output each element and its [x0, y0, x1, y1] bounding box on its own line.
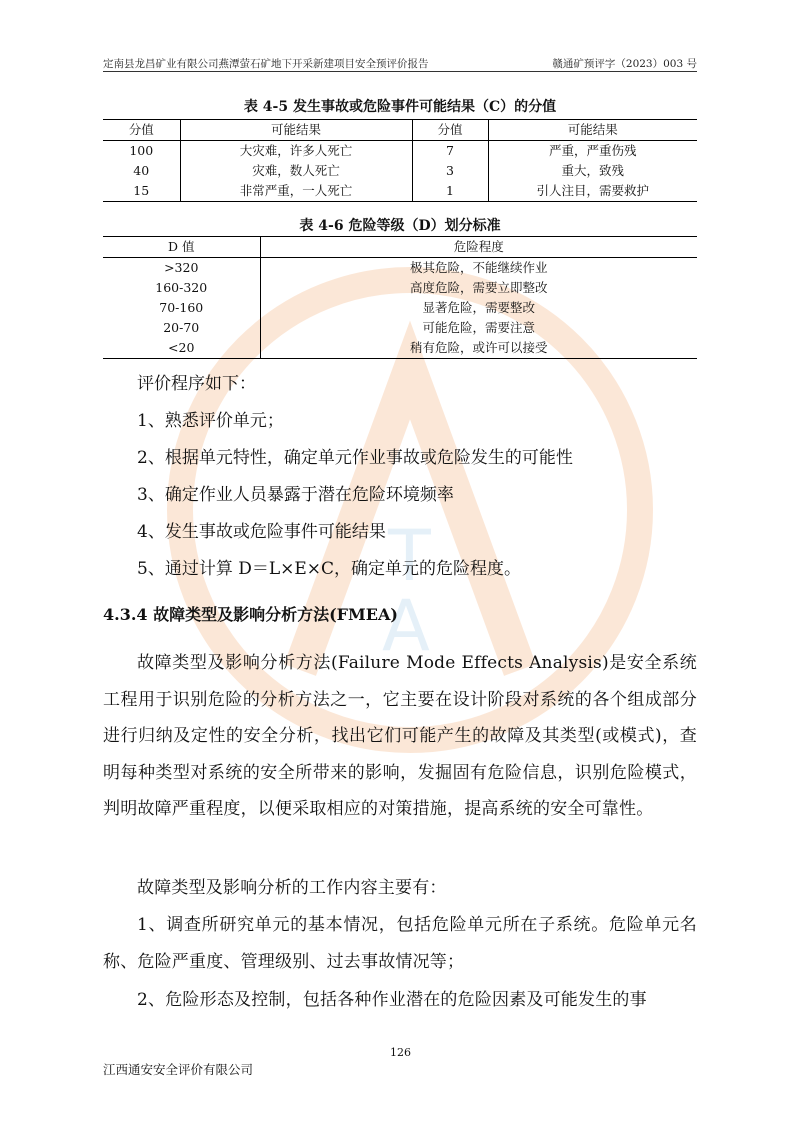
table-header-cell: 可能结果 [180, 120, 412, 141]
table-cell: 引人注目，需要救护 [488, 181, 697, 202]
section-heading: 4.3.4 故障类型及影响分析方法(FMEA) [103, 605, 398, 624]
table-header-cell: 可能结果 [488, 120, 697, 141]
table-row [103, 318, 697, 338]
table-row [103, 141, 697, 162]
table-row [103, 161, 697, 181]
header-report-title: 定南县龙昌矿业有限公司燕潭萤石矿地下开采新建项目安全预评价报告 [103, 58, 429, 70]
table-row [103, 298, 697, 318]
table-cell: 稍有危险，或许可以接受 [260, 338, 697, 359]
procedure-step: 3、确定作业人员暴露于潜在危险环境频率 [137, 485, 454, 505]
procedure-list [103, 366, 697, 588]
table-cell: 20-70 [163, 320, 200, 335]
table-cell: 极其危险，不能继续作业 [260, 258, 697, 279]
table-cell: 灾难，数人死亡 [180, 161, 412, 181]
svg-text:T: T [388, 515, 431, 597]
table-row [103, 278, 697, 298]
table-cell: 非常严重，一人死亡 [180, 181, 412, 202]
table-cell: 160-320 [155, 280, 208, 295]
table-row [103, 338, 697, 359]
table-cell: 40 [133, 163, 150, 178]
table-cell: 重大，致残 [488, 161, 697, 181]
footer-company: 江西通安安全评价有限公司 [103, 1062, 254, 1077]
table-header-cell: 危险程度 [260, 237, 697, 258]
table-cell: 3 [412, 161, 488, 181]
paragraph-step-2: 2、危险形态及控制，包括各种作业潜在的危险因素及可能发生的事 [137, 990, 647, 1010]
table-cell: <20 [168, 340, 195, 355]
table-cell: 1 [412, 181, 488, 202]
svg-text:A: A [382, 585, 430, 667]
procedure-intro: 评价程序如下： [137, 374, 256, 394]
header-report-number: 赣通矿预评字（2023）003 号 [552, 58, 697, 70]
header-rule [103, 71, 697, 72]
table-cell: 大灾难，许多人死亡 [180, 141, 412, 162]
procedure-step: 5、通过计算 D＝L×E×C，确定单元的危险程度。 [137, 559, 522, 579]
table-header-cell: 分值 [412, 120, 488, 141]
table-row [103, 258, 697, 279]
procedure-step: 1、熟悉评价单元； [137, 411, 284, 431]
paragraph-fmea-intro: 故障类型及影响分析方法(Failure Mode Effects Analysis)是安全系统工程用于识别危险的分析方法之一，它主要在设计阶段对系统的各个组成部分进行归纳及定性的安全分析，找出它们可能产生的故障及其类型(或模式)，查明每种类型对系统的安全所带来的影响，发掘固有危险信息，识别危险模式，判明故障严重程度，以便采取相应的对策措施，提高系统的安全可靠性。 [103, 653, 697, 819]
table-4-5-caption: 表 4-5 发生事故或危险事件可能结果（C）的分值 [243, 99, 557, 115]
page-number: 126 [390, 1046, 411, 1059]
table-cell: 高度危险，需要立即整改 [260, 278, 697, 298]
table-4-6 [103, 236, 697, 359]
table-cell: >320 [164, 260, 199, 275]
table-4-6-caption: 表 4-6 危险等级（D）划分标准 [299, 218, 501, 234]
table-header-cell: 分值 [128, 122, 154, 137]
table-header-row [103, 120, 697, 141]
procedure-step: 2、根据单元特性，确定单元作业事故或危险发生的可能性 [137, 448, 573, 468]
table-cell: 可能危险，需要注意 [260, 318, 697, 338]
table-header-row [103, 237, 697, 258]
paragraph-work-content: 故障类型及影响分析的工作内容主要有： [137, 878, 447, 898]
table-cell: 70-160 [159, 300, 204, 315]
table-cell: 严重，严重伤残 [488, 141, 697, 162]
table-4-5 [103, 119, 697, 202]
table-cell: 100 [129, 143, 154, 158]
table-header-cell: D 值 [168, 239, 195, 254]
table-cell: 7 [412, 141, 488, 162]
procedure-step: 4、发生事故或危险事件可能结果 [137, 522, 386, 542]
table-row [103, 181, 697, 202]
paragraph-step-1: 1、调查所研究单元的基本情况，包括危险单元所在子系统。危险单元名称、危险严重度、管理级别、过去事故情况等； [103, 915, 697, 972]
table-cell: 15 [133, 183, 150, 198]
table-cell: 显著危险，需要整改 [260, 298, 697, 318]
